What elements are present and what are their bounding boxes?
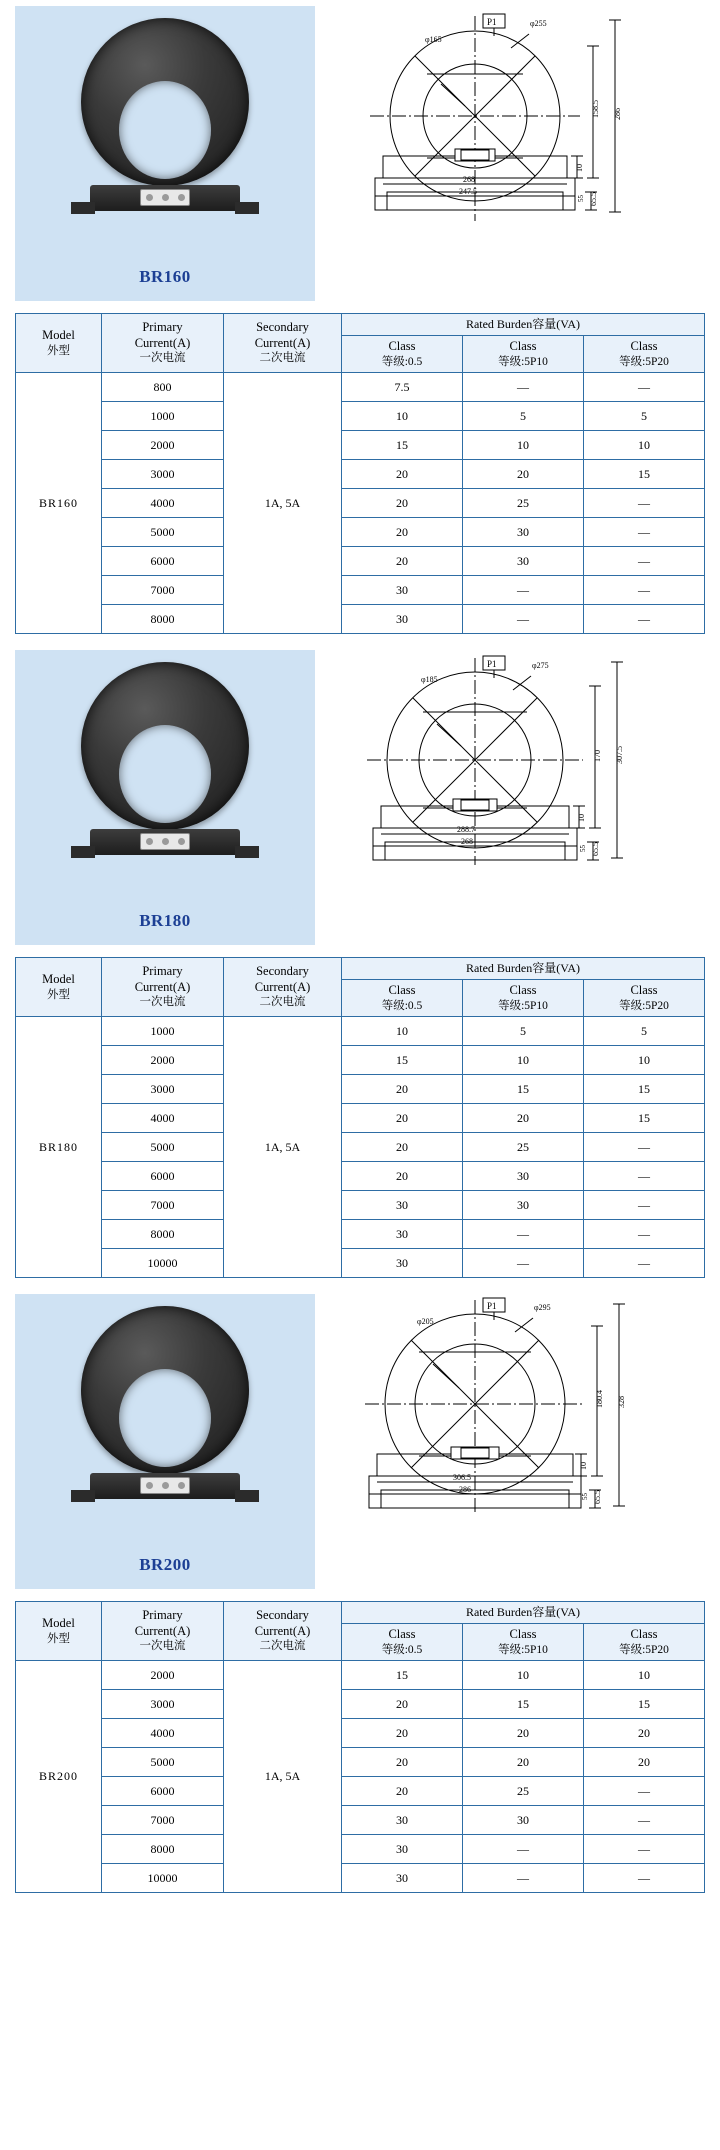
cell-class-05: 30 [342, 1835, 463, 1864]
ct-terminal-block [140, 189, 190, 206]
cell-primary: 1000 [102, 402, 224, 431]
technical-drawing-br160 [315, 6, 705, 301]
cell-class-5p10: — [463, 373, 584, 402]
cell-class-5p20: 15 [584, 460, 705, 489]
table-row [16, 1748, 705, 1777]
cell-class-5p20: 15 [584, 1690, 705, 1719]
p1-label: P1 [487, 1301, 497, 1311]
table-row [16, 1133, 705, 1162]
product-label-br200: BR200 [139, 1555, 191, 1574]
cell-class-5p20: — [584, 1777, 705, 1806]
table-row [16, 576, 705, 605]
cell-class-05: 20 [342, 1690, 463, 1719]
dim-width-top: 288.7 [457, 825, 475, 834]
product-block-br160 [15, 0, 705, 305]
p1-label: P1 [487, 17, 497, 27]
cell-class-05: 15 [342, 1661, 463, 1690]
table-row [16, 1777, 705, 1806]
table-row [16, 1104, 705, 1133]
header-model: Model 外型 [16, 958, 102, 1017]
ct-photo-art [45, 1300, 285, 1535]
ct-photo-art [45, 656, 285, 891]
product-label-br160: BR160 [139, 267, 191, 286]
cell-primary: 10000 [102, 1249, 224, 1278]
cell-primary: 7000 [102, 1806, 224, 1835]
dim-width-top: 306.5 [453, 1473, 471, 1482]
cell-class-5p20: — [584, 1133, 705, 1162]
cell-class-5p20: — [584, 1191, 705, 1220]
table-row [16, 1864, 705, 1893]
cell-primary: 6000 [102, 1777, 224, 1806]
header-rated-burden: Rated Burden容量(VA) [342, 1602, 705, 1624]
product-block-br200 [15, 1288, 705, 1593]
cell-class-5p10: 25 [463, 1777, 584, 1806]
ct-foot-right [235, 846, 259, 858]
header-primary-current: Primary Current(A) 一次电流 [102, 1602, 224, 1661]
cell-class-05: 30 [342, 1220, 463, 1249]
cell-primary: 4000 [102, 1719, 224, 1748]
ct-foot-left [71, 1490, 95, 1502]
cell-class-05: 20 [342, 1748, 463, 1777]
cell-class-05: 30 [342, 1864, 463, 1893]
cell-primary: 7000 [102, 1191, 224, 1220]
ct-foot-right [235, 1490, 259, 1502]
cell-primary: 10000 [102, 1864, 224, 1893]
cell-class-5p20: 20 [584, 1748, 705, 1777]
header-class-5p10: Class 等级:5P10 [463, 1624, 584, 1661]
cell-class-5p10: 10 [463, 1661, 584, 1690]
header-class-5p10: Class 等级:5P10 [463, 980, 584, 1017]
cell-class-5p10: 30 [463, 1162, 584, 1191]
dim-total-height: 286 [613, 108, 622, 120]
cell-class-5p20: 15 [584, 1104, 705, 1133]
table-row [16, 1046, 705, 1075]
dim-base-height-2: 55 [581, 1493, 589, 1500]
cell-class-5p10: 30 [463, 518, 584, 547]
cell-class-5p20: — [584, 1249, 705, 1278]
header-class-05: Class 等级:0.5 [342, 980, 463, 1017]
dim-mid-height: 158.5 [591, 100, 600, 118]
product-block-br180 [15, 644, 705, 949]
cell-class-5p10: 5 [463, 402, 584, 431]
cell-class-5p20: — [584, 1835, 705, 1864]
table-row [16, 431, 705, 460]
cell-primary: 4000 [102, 1104, 224, 1133]
table-row [16, 489, 705, 518]
dim-plate-thickness: 10 [579, 1462, 588, 1470]
dim-base-height: 65.5 [593, 1490, 602, 1504]
table-row [16, 1017, 705, 1046]
header-secondary-current: Secondary Current(A) 二次电流 [224, 1602, 342, 1661]
cell-primary: 4000 [102, 489, 224, 518]
table-row [16, 1162, 705, 1191]
spec-table-br160 [15, 313, 705, 634]
ct-photo-art [45, 12, 285, 247]
ct-foot-left [71, 846, 95, 858]
cell-class-5p10: 25 [463, 1133, 584, 1162]
cell-class-5p20: — [584, 605, 705, 634]
cell-class-5p20: — [584, 518, 705, 547]
cell-class-5p20: — [584, 1220, 705, 1249]
product-photo-br200 [15, 1294, 315, 1589]
dim-total-height: 328 [617, 1396, 626, 1408]
header-rated-burden: Rated Burden容量(VA) [342, 958, 705, 980]
cell-primary: 6000 [102, 547, 224, 576]
header-class-05: Class 等级:0.5 [342, 336, 463, 373]
header-class-5p20: Class 等级:5P20 [584, 1624, 705, 1661]
dim-width-bottom: 247.5 [459, 187, 477, 196]
cell-class-05: 10 [342, 1017, 463, 1046]
cell-class-5p10: 5 [463, 1017, 584, 1046]
dim-inner-diameter: φ185 [421, 675, 438, 684]
dim-base-height-2: 55 [577, 195, 585, 202]
dim-base-height-2: 55 [579, 845, 587, 852]
cell-class-05: 30 [342, 576, 463, 605]
cell-class-05: 30 [342, 605, 463, 634]
dim-outer-diameter: φ275 [532, 661, 549, 670]
table-row [16, 1806, 705, 1835]
cell-class-5p10: 30 [463, 547, 584, 576]
cell-class-5p20: — [584, 1864, 705, 1893]
dim-mid-height: 180.4 [595, 1390, 604, 1408]
cell-class-5p10: 15 [463, 1690, 584, 1719]
cell-class-05: 7.5 [342, 373, 463, 402]
dim-total-height: 307.5 [615, 746, 624, 764]
cell-class-05: 30 [342, 1806, 463, 1835]
cell-class-5p20: — [584, 373, 705, 402]
ct-core-window [119, 725, 211, 823]
cell-class-05: 10 [342, 402, 463, 431]
table-row [16, 1249, 705, 1278]
cell-class-05: 15 [342, 431, 463, 460]
cell-class-5p10: — [463, 1220, 584, 1249]
cell-class-5p20: 10 [584, 431, 705, 460]
cell-class-5p10: 30 [463, 1191, 584, 1220]
header-primary-current: Primary Current(A) 一次电流 [102, 958, 224, 1017]
drawing-svg-br160 [315, 6, 705, 301]
header-model: Model 外型 [16, 314, 102, 373]
cell-class-5p10: 25 [463, 489, 584, 518]
table-row [16, 518, 705, 547]
ct-terminal-block [140, 1477, 190, 1494]
cell-primary: 8000 [102, 1835, 224, 1864]
header-class-5p10: Class 等级:5P10 [463, 336, 584, 373]
dim-width-top: 268 [463, 175, 475, 184]
cell-class-5p10: — [463, 1249, 584, 1278]
cell-primary: 5000 [102, 1748, 224, 1777]
cell-primary: 3000 [102, 460, 224, 489]
technical-drawing-br180 [315, 650, 705, 945]
product-label-br180: BR180 [139, 911, 191, 930]
table-row [16, 605, 705, 634]
dim-plate-thickness: 10 [577, 814, 586, 822]
cell-class-5p20: — [584, 489, 705, 518]
header-model: Model 外型 [16, 1602, 102, 1661]
cell-primary: 800 [102, 373, 224, 402]
table-row [16, 1835, 705, 1864]
cell-class-05: 20 [342, 547, 463, 576]
table-row [16, 1075, 705, 1104]
cell-class-5p20: — [584, 1162, 705, 1191]
cell-class-5p20: 10 [584, 1046, 705, 1075]
table-row [16, 1661, 705, 1690]
table-row [16, 1220, 705, 1249]
cell-class-5p10: 15 [463, 1075, 584, 1104]
cell-class-5p20: 5 [584, 1017, 705, 1046]
cell-class-05: 15 [342, 1046, 463, 1075]
cell-class-5p10: 20 [463, 1104, 584, 1133]
cell-class-05: 30 [342, 1191, 463, 1220]
header-secondary-current: Secondary Current(A) 二次电流 [224, 958, 342, 1017]
cell-class-5p10: 30 [463, 1806, 584, 1835]
header-primary-current: Primary Current(A) 一次电流 [102, 314, 224, 373]
header-rated-burden: Rated Burden容量(VA) [342, 314, 705, 336]
cell-primary: 8000 [102, 605, 224, 634]
dim-inner-diameter: φ205 [417, 1317, 434, 1326]
cell-primary: 1000 [102, 1017, 224, 1046]
cell-class-5p10: 20 [463, 460, 584, 489]
cell-primary: 6000 [102, 1162, 224, 1191]
cell-primary: 5000 [102, 1133, 224, 1162]
cell-class-5p10: 20 [463, 1719, 584, 1748]
cell-class-5p20: 5 [584, 402, 705, 431]
cell-class-05: 30 [342, 1249, 463, 1278]
cell-class-5p20: 20 [584, 1719, 705, 1748]
cell-class-05: 20 [342, 1133, 463, 1162]
drawing-svg-br200 [315, 1294, 705, 1589]
ct-terminal-block [140, 833, 190, 850]
cell-class-5p10: — [463, 1864, 584, 1893]
technical-drawing-br200 [315, 1294, 705, 1589]
cell-primary: 2000 [102, 1046, 224, 1075]
cell-class-5p10: 20 [463, 1748, 584, 1777]
p1-label: P1 [487, 659, 497, 669]
cell-class-05: 20 [342, 1162, 463, 1191]
dim-base-height: 65.5 [591, 842, 600, 856]
dim-plate-thickness: 10 [575, 164, 584, 172]
cell-class-5p20: — [584, 576, 705, 605]
drawing-svg-br180 [315, 650, 705, 945]
cell-primary: 5000 [102, 518, 224, 547]
dim-outer-diameter: φ295 [534, 1303, 551, 1312]
dim-outer-diameter: φ255 [530, 19, 547, 28]
cell-primary: 3000 [102, 1690, 224, 1719]
cell-class-5p20: 15 [584, 1075, 705, 1104]
cell-class-5p10: — [463, 605, 584, 634]
table-row [16, 1191, 705, 1220]
cell-secondary: 1A, 5A [224, 1017, 342, 1278]
cell-model: BR180 [16, 1017, 102, 1278]
cell-model: BR160 [16, 373, 102, 634]
cell-class-05: 20 [342, 1104, 463, 1133]
cell-class-5p20: 10 [584, 1661, 705, 1690]
table-row [16, 547, 705, 576]
cell-class-05: 20 [342, 518, 463, 547]
dim-width-bottom: 268 [461, 837, 473, 846]
cell-class-5p10: 10 [463, 1046, 584, 1075]
cell-primary: 2000 [102, 1661, 224, 1690]
cell-secondary: 1A, 5A [224, 373, 342, 634]
table-row [16, 1690, 705, 1719]
cell-class-05: 20 [342, 1075, 463, 1104]
dim-mid-height: 170 [593, 750, 602, 762]
cell-class-05: 20 [342, 1777, 463, 1806]
cell-primary: 7000 [102, 576, 224, 605]
dim-width-bottom: 286 [459, 1485, 471, 1494]
header-class-5p20: Class 等级:5P20 [584, 336, 705, 373]
product-photo-br160 [15, 6, 315, 301]
dim-base-height: 65.5 [589, 192, 598, 206]
table-row [16, 460, 705, 489]
ct-foot-left [71, 202, 95, 214]
cell-primary: 3000 [102, 1075, 224, 1104]
header-class-05: Class 等级:0.5 [342, 1624, 463, 1661]
header-secondary-current: Secondary Current(A) 二次电流 [224, 314, 342, 373]
cell-class-5p10: 10 [463, 431, 584, 460]
cell-primary: 8000 [102, 1220, 224, 1249]
dim-inner-diameter: φ165 [425, 35, 442, 44]
table-row [16, 402, 705, 431]
spec-table-br200 [15, 1601, 705, 1893]
cell-secondary: 1A, 5A [224, 1661, 342, 1893]
cell-model: BR200 [16, 1661, 102, 1893]
product-photo-br180 [15, 650, 315, 945]
cell-class-05: 20 [342, 489, 463, 518]
table-row [16, 373, 705, 402]
ct-foot-right [235, 202, 259, 214]
table-row [16, 1719, 705, 1748]
ct-core-window [119, 81, 211, 179]
cell-class-5p20: — [584, 547, 705, 576]
cell-class-5p20: — [584, 1806, 705, 1835]
spec-table-br180 [15, 957, 705, 1278]
cell-class-5p10: — [463, 1835, 584, 1864]
cell-class-05: 20 [342, 460, 463, 489]
cell-primary: 2000 [102, 431, 224, 460]
cell-class-05: 20 [342, 1719, 463, 1748]
ct-core-window [119, 1369, 211, 1467]
cell-class-5p10: — [463, 576, 584, 605]
header-class-5p20: Class 等级:5P20 [584, 980, 705, 1017]
